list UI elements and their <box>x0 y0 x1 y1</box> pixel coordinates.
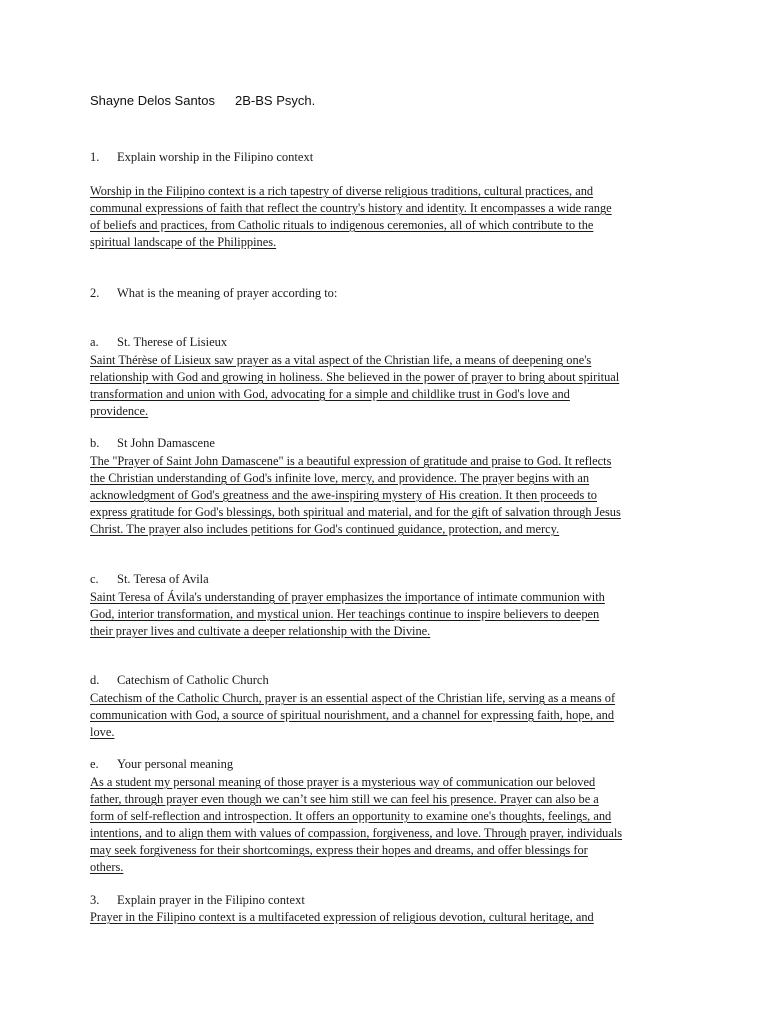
answer-2c <box>90 589 682 640</box>
answer-2a-line <box>90 403 682 420</box>
answer-2b <box>90 453 682 538</box>
answer-3 <box>90 909 682 926</box>
answer-1-line: spiritual landscape of the Philippines. <box>90 235 277 249</box>
question-1-text: Explain worship in the Filipino context <box>117 150 314 164</box>
answer-2a-trailing-period: . <box>145 404 149 418</box>
answer-2b-line: The "Prayer of Saint John Damascene" is a beautiful expression of gratitude and praise to God. It reflects <box>90 454 612 468</box>
document-header <box>90 93 315 108</box>
answer-2e-line: others. <box>90 860 124 874</box>
student-name: Shayne Delos Santos <box>90 93 216 108</box>
subquestion-b <box>90 436 215 451</box>
student-course: 2B-BS Psych. <box>235 93 316 108</box>
answer-2d-line: communication with God, a source of spiritual nourishment, and a channel for expressing faith, hope, and <box>90 708 615 722</box>
answer-1-line: of beliefs and practices, from Catholic rituals to indigenous ceremonies, all of which contribute to the <box>90 218 594 232</box>
answer-2a-line: transformation and union with God, advocating for a simple and childlike trust in God's love and <box>90 387 570 401</box>
answer-2a <box>90 352 682 420</box>
answer-2c-line: God, interior transformation, and mystical union. Her teachings continue to inspire believers to deepen <box>90 607 600 621</box>
answer-2e-line: form of self-reflection and introspection. It offers an opportunity to examine one's thoughts, feelings, and <box>90 809 612 823</box>
answer-2b-line: Christ. The prayer also includes petitions for God's continued guidance, protection, and mercy. <box>90 522 560 536</box>
subquestion-d <box>90 673 269 688</box>
question-2-text: What is the meaning of prayer according to: <box>117 286 338 300</box>
subquestion-e-title: Your personal meaning <box>117 757 234 771</box>
answer-2e-line: father, through prayer even though we can’t see him still we can feel his presence. Prayer can also be a <box>90 792 599 806</box>
subquestion-d-title: Catechism of Catholic Church <box>117 673 269 687</box>
answer-1-line: communal expressions of faith that reflect the country's history and identity. It encompasses a wide range <box>90 201 612 215</box>
subquestion-a-letter: a. <box>90 335 99 349</box>
answer-2b-line: the Christian understanding of God's infinite love, mercy, and providence. The prayer begins with an <box>90 471 590 485</box>
answer-2e-line: As a student my personal meaning of those prayer is a mysterious way of communication our beloved <box>90 775 596 789</box>
subquestion-b-letter: b. <box>90 436 100 450</box>
question-2-number: 2. <box>90 286 100 300</box>
subquestion-c-title: St. Teresa of Avila <box>117 572 209 586</box>
subquestion-c <box>90 572 209 587</box>
question-3-text: Explain prayer in the Filipino context <box>117 893 305 907</box>
subquestion-a <box>90 335 227 350</box>
answer-2d-line: Catechism of the Catholic Church, prayer is an essential aspect of the Christian life, serving as a means of <box>90 691 616 705</box>
question-1-number: 1. <box>90 150 100 164</box>
question-2 <box>90 286 337 301</box>
answer-2e-line: intentions, and to align them with values of compassion, forgiveness, and love. Through prayer, individuals <box>90 826 623 840</box>
answer-2d-line: love. <box>90 725 115 739</box>
answer-2e-line: may seek forgiveness for their shortcomings, express their hopes and dreams, and offer blessings for <box>90 843 588 857</box>
subquestion-e-letter: e. <box>90 757 99 771</box>
answer-2c-line: their prayer lives and cultivate a deeper relationship with the Divine. <box>90 624 431 638</box>
answer-2c-line: Saint Teresa of Ávila's understanding of prayer emphasizes the importance of intimate communion with <box>90 590 605 604</box>
subquestion-b-title: St John Damascene <box>117 436 215 450</box>
answer-3-line: Prayer in the Filipino context is a multifaceted expression of religious devotion, cultural heritage, and <box>90 910 594 924</box>
answer-2a-line: relationship with God and growing in holiness. She believed in the power of prayer to bring about spiritual <box>90 370 620 384</box>
answer-2d <box>90 690 682 741</box>
question-1 <box>90 150 313 165</box>
answer-2a-line: Saint Thérèse of Lisieux saw prayer as a vital aspect of the Christian life, a means of deepening one's <box>90 353 592 367</box>
subquestion-c-letter: c. <box>90 572 99 586</box>
question-3 <box>90 893 305 908</box>
question-3-number: 3. <box>90 893 100 907</box>
answer-2a-last-text: providence <box>90 404 146 418</box>
answer-2b-line: express gratitude for God's blessings, both spiritual and material, and for the gift of salvation through Jesus <box>90 505 621 519</box>
answer-2b-line: acknowledgment of God's greatness and the awe-inspiring mystery of His creation. It then proceeds to <box>90 488 598 502</box>
subquestion-d-letter: d. <box>90 673 100 687</box>
answer-1 <box>90 183 682 251</box>
answer-2e <box>90 774 682 876</box>
answer-1-line: Worship in the Filipino context is a rich tapestry of diverse religious traditions, cultural practices, and <box>90 184 594 198</box>
subquestion-e <box>90 757 233 772</box>
subquestion-a-title: St. Therese of Lisieux <box>117 335 228 349</box>
